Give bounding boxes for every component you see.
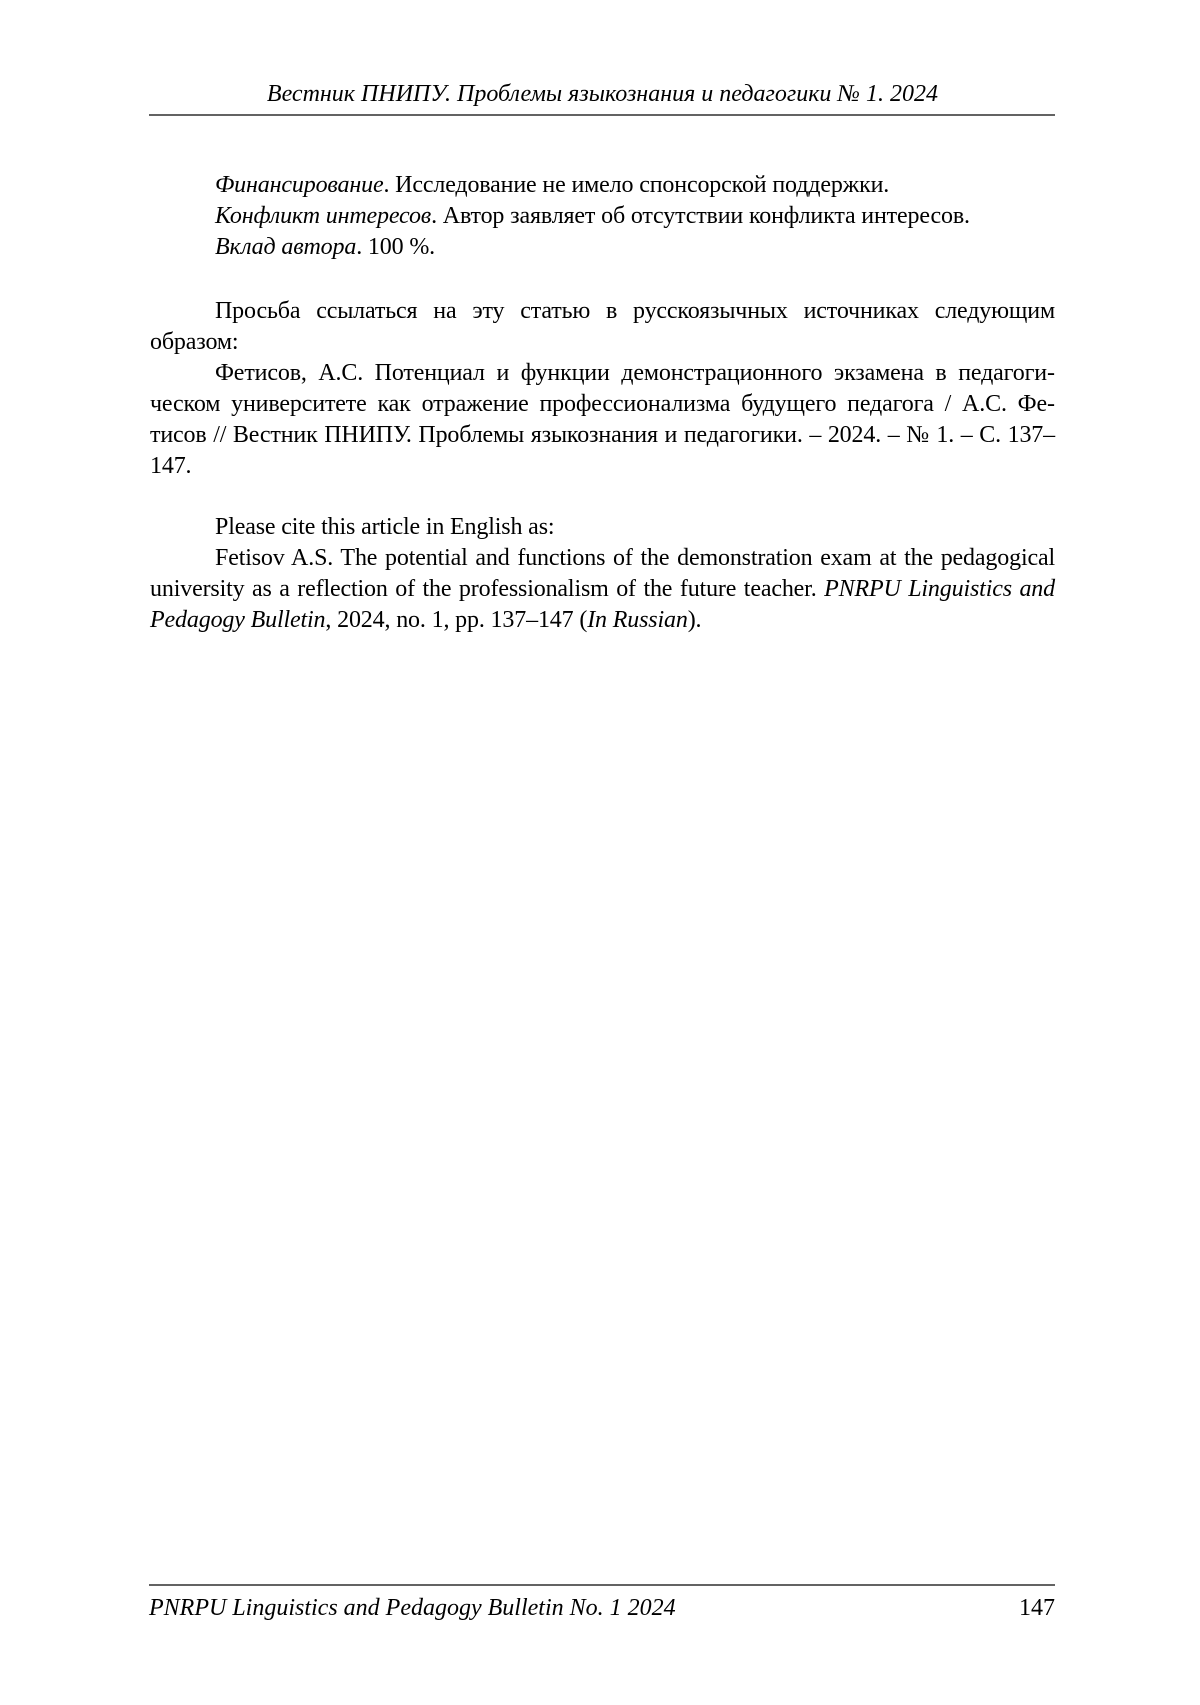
journal-running-title: Вестник ПНИПУ. Проблемы языкознания и педагогики № 1. 2024 — [266, 81, 939, 107]
article-meta-section — [150, 170, 1055, 263]
page-header — [150, 80, 1055, 108]
funding-note: Финансирование. Исследование не имело спонсорской поддержки. — [215, 172, 890, 198]
article-back-matter — [150, 170, 1055, 636]
citation-en-reference: Fetisov A.S. The potential and functions of the demonstration exam at the pedagogical university as a reflection of the professionalism of the future teacher. PNRPU Linguistics and Pedagogy Bulletin, 2024, no. 1, pp. 137–147 (In Russian). — [150, 545, 1055, 633]
author-contribution-note: Вклад автора. 100 %. — [215, 234, 436, 260]
header-rule — [149, 114, 1055, 116]
citation-ru-section — [150, 296, 1055, 482]
page-number: 147 — [1019, 1595, 1055, 1621]
journal-footer-title: PNRPU Linguistics and Pedagogy Bulletin No. 1 2024 — [149, 1595, 676, 1621]
citation-en-section — [150, 512, 1055, 636]
page-footer — [149, 1584, 1055, 1623]
citation-ru-reference: Фетисов, А.С. Потенциал и функции демонстрационного экзамена в педагогическом университете как отражение профессионализма будущего педагога / А.С. Фетисов // Вестник ПНИПУ. Проблемы языкознания и педагогики. – 2024. – № 1. – С. 137–147. — [150, 360, 1055, 479]
conflict-of-interest-note: Конфликт интересов. Автор заявляет об отсутствии конфликта интересов. — [215, 203, 970, 229]
citation-ru-intro: Просьба ссылаться на эту статью в русскоязычных источниках следующим образом: — [150, 298, 1055, 355]
citation-en-intro: Please cite this article in English as: — [215, 514, 555, 540]
